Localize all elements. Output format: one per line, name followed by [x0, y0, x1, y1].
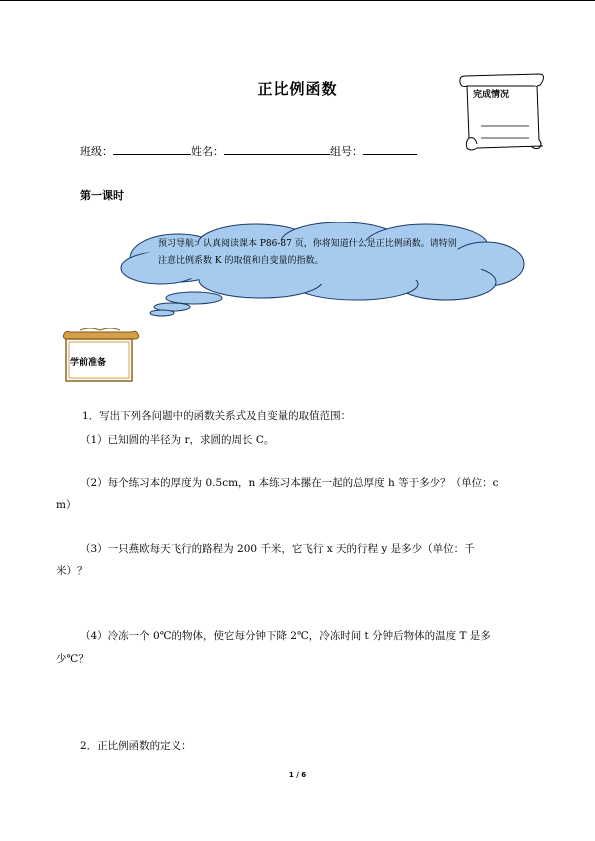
group-label: 组号：: [330, 145, 363, 158]
preview-nav-text: 预习导航：认真阅读课本 P86-87 页，你将知道什么是正比例函数。请特别注意比例系数 K 的取值和自变量的指数。: [158, 239, 457, 266]
question-1-part-2-line-2: m）: [56, 499, 77, 511]
question-1-part-3-line-2: 米）？: [56, 565, 88, 577]
question-1-part-2-line-1: （2）每个练习本的厚度为 0.5cm，n 本练习本摞在一起的总厚度 h 等于多少？（单位：c: [80, 477, 499, 489]
group-field[interactable]: [363, 143, 417, 155]
question-1-part-3-line-1: （3）一只燕欧每天飞行的路程为 200 千米，它飞行 x 天的行程 y 是多少（单位：千: [80, 543, 475, 555]
question-2: 2．正比例函数的定义：: [80, 740, 192, 752]
student-info-line: [80, 143, 417, 159]
lesson-heading: 第一课时: [80, 189, 124, 202]
name-label: 姓名：: [191, 145, 224, 158]
section-badge-label: 学前准备: [70, 358, 107, 368]
question-1-part-1: （1）已知圆的半径为 r，求圆的周长 C。: [80, 434, 275, 446]
question-1-part-4-line-2: 少℃？: [56, 653, 89, 665]
page-title: 正比例函数: [257, 80, 338, 98]
page-number: 1 / 6: [288, 771, 307, 779]
question-1-intro: 1．写出下列各问题中的函数关系式及自变量的取值范围：: [82, 410, 352, 422]
completion-scroll-icon: [455, 68, 547, 154]
class-label: 班级：: [80, 145, 113, 158]
name-field[interactable]: [224, 143, 330, 155]
question-1-part-4-line-1: （4）冷冻一个 0℃的物体，使它每分钟下降 2℃，冷冻时间 t 分钟后物体的温度 T 是多: [80, 630, 491, 642]
completion-label: 完成情况: [473, 90, 510, 100]
top-rule: [0, 0, 595, 1]
class-field[interactable]: [113, 143, 191, 155]
